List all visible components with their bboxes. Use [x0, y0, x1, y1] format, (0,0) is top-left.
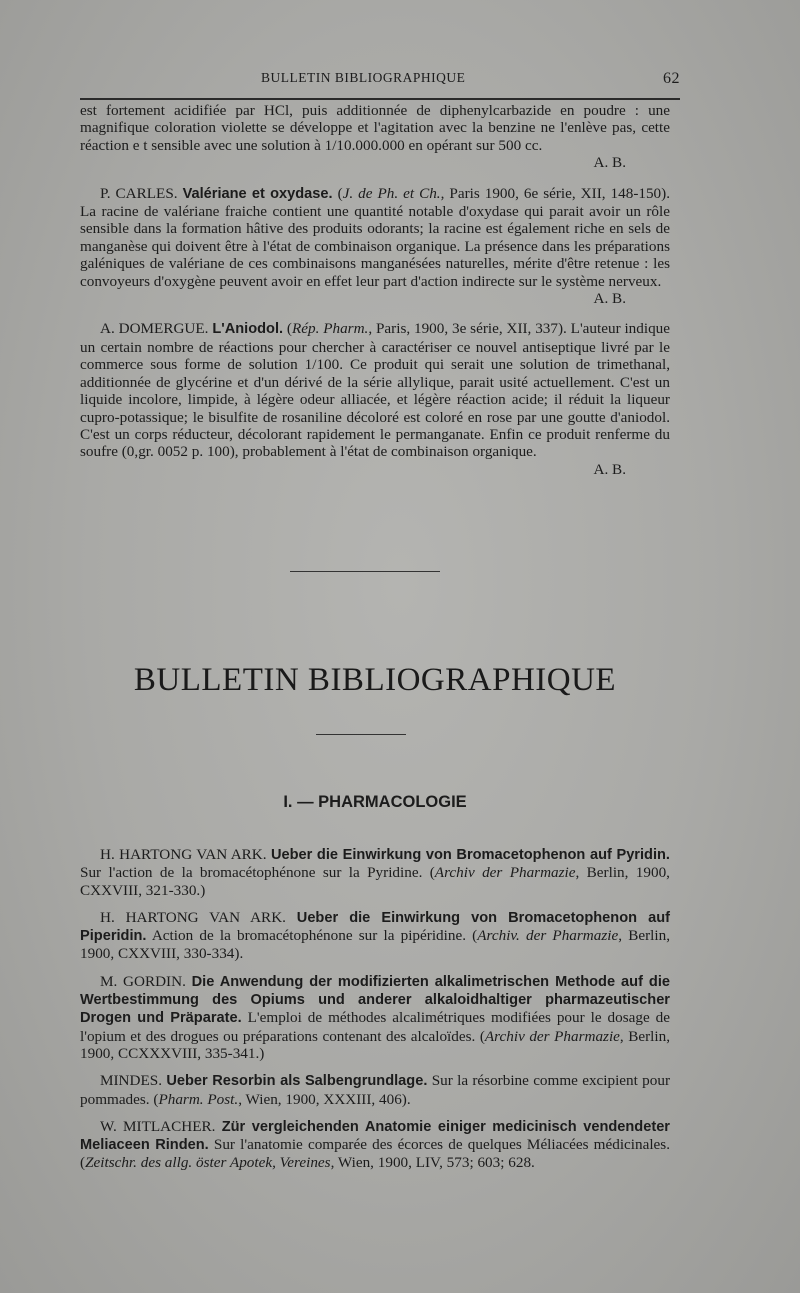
section-title: I. — PHARMACOLOGIE	[283, 793, 467, 811]
entry-source: , Berlin, 1900, CXXVIII, 321-330.)	[80, 864, 670, 899]
review-text: L'auteur indique un certain nombre de réactions pour chercher à caractériser ce nouvel antiseptique livré par le commerce sous forme de solution 1/100. Ce produit qui serait une solution de trimethanal, additionnée de glycérine et d'un dérivé de la série allylique, parait usité actuellement. C'est un liquide incolore, limpide, à légère odeur alliacée, et légère réaction acide; il réduit la liqueur cupro-potassique; le bisulfite de rosaniline décoloré est coloré en rose par une goutte d'aniodol. C'est un corps réducteur, décolorant rapidement le permanganate. Enfin ce produit renferme du soufre (0,gr. 0052 p. 100), probablement à l'état de combinaison organique.	[80, 320, 671, 461]
entry-text: Sur la résorbine comme excipient pour pommades. (	[80, 1072, 671, 1108]
running-title: BULLETIN BIBLIOGRAPHIQUE	[261, 70, 466, 85]
main-title: BULLETIN BIBLIOGRAPHIQUE	[133, 662, 617, 698]
running-header	[80, 70, 680, 90]
entry-journal: Archiv der Pharmazie	[434, 864, 576, 882]
entry-source: , Wien, 1900, LIV, 573; 603; 628.	[330, 1154, 535, 1172]
review-source: , Paris 1900, 6e série, XII, 148-150).	[440, 184, 671, 202]
review-title: Valériane et oxydase.	[182, 185, 333, 202]
entry-author: M. GORDIN.	[100, 972, 186, 990]
continued-paragraph: est fortement acidifiée par HCl, puis additionnée de diphenylcarbazide en poudre : une magnifique coloration violette se développe et l'agitation avec la benzine ne l'enlève pas, cette réaction e t sensible avec une solution à 1/10.000.000 en opérant sur 500 cc.	[80, 102, 670, 154]
bibliography-entry	[80, 973, 670, 1062]
entry-author: H. HARTONG VAN ARK.	[100, 846, 267, 863]
entry-text: Sur l'anatomie comparée des écorces de quelques Méliacées médicinales. (	[80, 1136, 670, 1172]
review-title: L'Aniodol.	[212, 321, 284, 338]
entry-text: Sur l'action de la bromacétophénone sur la Pyridine. (	[80, 864, 435, 882]
review-carles: P. CARLES. Valériane et oxydase. (J. de Ph. et Ch., Paris 1900, 6e série, XII, 148-150). La racine de valériane fraiche contient une quantité notable d'oxydase qui parait avoir un rôle sensible dans la formation hâtive des produits odorants; la racine est également riche en sels de manganèse qui doivent être à l'état de combinaison organique. La présence dans les préparations galéniques de valériane de ces combinaisons manganésées naturelles, mérite d'être retenue : les convoyeurs d'oxygène peuvent avoir en effet leur part d'action indirecte sur le système nerveux.	[80, 184, 671, 290]
signature: A. B.	[593, 460, 626, 478]
title-rule	[316, 734, 406, 735]
entry-source: , Berlin, 1900, CCXXXVIII, 335-341.)	[80, 1027, 671, 1062]
bibliography-entry	[80, 1118, 670, 1172]
entry-author: W. MITLACHER.	[100, 1117, 216, 1135]
bibliography-entry	[80, 909, 670, 963]
entry-title: Ueber die Einwirkung von Bromacetophenon auf Piperidin.	[80, 909, 670, 945]
section-separator	[290, 571, 440, 572]
entry-author: H. HARTONG VAN ARK.	[100, 908, 286, 926]
entry-journal: Zeitschr. des allg. öster Apotek, Vereines	[85, 1154, 331, 1172]
entry-text: L'emploi de méthodes alcalimétriques modifiées pour le dosage de l'opium et des drogues ou préparations contenant des alcaloïdes. (	[80, 1009, 670, 1045]
signature: A. B.	[593, 154, 626, 172]
entry-source: , Berlin, 1900, CXXVIII, 330-334).	[80, 927, 670, 963]
signature: A. B.	[593, 290, 626, 308]
bibliography-entry	[80, 846, 670, 899]
page-number: 62	[663, 70, 680, 87]
entry-title: Zür vergleichenden Anatomie einiger medicinisch vendendeter Meliaceen Rinden.	[80, 1118, 670, 1154]
entry-source: , Wien, 1900, XXXIII, 406).	[238, 1090, 411, 1108]
review-journal: Rép. Pharm.	[291, 320, 369, 338]
bibliography-entry	[80, 1072, 670, 1108]
review-section	[80, 102, 670, 478]
review-text: La racine de valériane fraiche contient une quantité notable d'oxydase qui parait avoir un rôle sensible dans la formation hâtive des produits odorants; la racine est également riche en sels de manganèse qui doivent être à l'état de combinaison organique. La présence dans les préparations galéniques de valériane de ces combinaisons manganésées naturelles, mérite d'être retenue : les convoyeurs d'oxygène peuvent avoir en effet leur part d'action indirecte sur le système nerveux.	[80, 203, 670, 290]
entry-title: Ueber Resorbin als Salbengrundlage.	[166, 1073, 428, 1090]
review-domergue: A. DOMERGUE. L'Aniodol. (Rép. Pharm., Paris, 1900, 3e série, XII, 337). L'auteur indique un certain nombre de réactions pour chercher à caractériser ce nouvel antiseptique livré par le commerce sous forme de solution 1/100. Ce produit qui serait une solution de trimethanal, additionnée de glycérine et d'un dérivé de la série allylique, parait usité actuellement. C'est un liquide incolore, limpide, à légère odeur alliacée, et légère réaction acide; il réduit la liqueur cupro-potassique; le bisulfite de rosaniline décoloré est coloré en rose par une goutte d'aniodol. C'est un corps réducteur, décolorant rapidement le permanganate. Enfin ce produit renferme du soufre (0,gr. 0052 p. 100), probablement à l'état de combinaison organique.	[80, 320, 671, 461]
entry-journal: Archiv der Pharmazie	[484, 1027, 620, 1045]
entry-journal: Pharm. Post.	[158, 1090, 239, 1108]
entry-title: Die Anwendung der modifizierten alkalimetrischen Methode auf die Wertbestimmung des Opiums und anderer alkaloidhaltiger pharmazeutischer Drogen und Präparate.	[80, 973, 671, 1027]
review-author: P. CARLES.	[100, 184, 178, 202]
entry-journal: Archiv. der Pharmazie	[477, 927, 619, 945]
entry-text: Action de la bromacétophénone sur la pipéridine. (	[151, 927, 478, 945]
entry-author: MINDES.	[100, 1072, 163, 1090]
header-rule	[80, 98, 680, 100]
review-journal: J. de Ph. et Ch.	[342, 184, 441, 202]
entry-title: Ueber die Einwirkung von Bromacetophenon auf Pyridin.	[270, 847, 670, 863]
review-author: A. DOMERGUE.	[100, 320, 209, 338]
bibliography-list	[80, 846, 670, 1182]
review-source: , Paris, 1900, 3e série, XII, 337).	[368, 320, 567, 338]
